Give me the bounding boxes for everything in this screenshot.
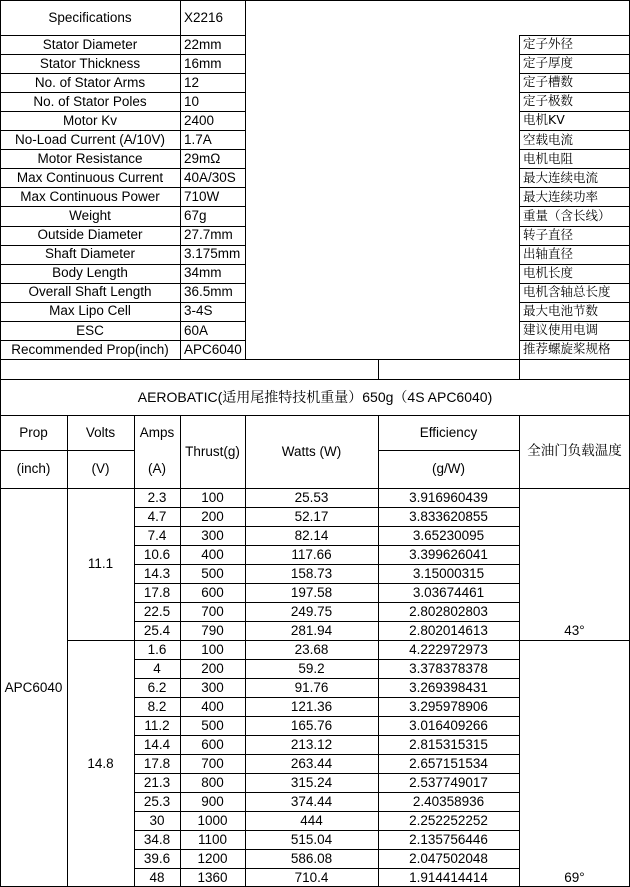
spec-value: 27.7mm (184, 227, 233, 243)
grid-line (134, 621, 520, 622)
spec-name-cn: 电机含轴总长度 (523, 283, 611, 299)
grid-line (519, 92, 630, 93)
spec-name-cn: 建议使用电调 (523, 322, 599, 338)
grid-line (134, 697, 520, 698)
amps-cell: 4 (153, 660, 161, 676)
spec-value: 67g (184, 208, 207, 224)
thrust-cell: 1200 (197, 850, 228, 866)
temperature-cell (519, 488, 630, 507)
amps-cell: 6.2 (147, 679, 167, 695)
watts-cell: 82.14 (294, 527, 329, 543)
thrust-cell: 400 (201, 698, 224, 714)
temperature-cell (519, 583, 630, 602)
amps-cell: 14.3 (143, 565, 171, 581)
grid-line (0, 226, 246, 227)
spec-name-cn: 电机KV (523, 112, 565, 128)
grid-line (0, 321, 246, 322)
temperature-cell (519, 716, 630, 735)
efficiency-cell: 3.295978906 (409, 698, 488, 714)
watts-cell: 374.44 (290, 793, 333, 809)
spec-value: 34mm (184, 265, 222, 281)
amps-cell: 48 (149, 869, 165, 885)
section-title: AEROBATIC(适用尾推特技机重量）650g（4S APC6040) (137, 389, 493, 405)
amps-cell: 34.8 (143, 831, 171, 847)
grid-line (0, 0, 1, 887)
grid-line (519, 130, 630, 131)
efficiency-cell: 3.399626041 (409, 546, 488, 562)
spec-value: 710W (184, 189, 220, 205)
grid-line (0, 264, 246, 265)
efficiency-cell: 2.40358936 (412, 793, 485, 809)
grid-line (134, 564, 520, 565)
spec-value: 22mm (184, 36, 222, 52)
amps-cell: 25.3 (143, 793, 171, 809)
spec-name-cn: 空载电流 (523, 131, 574, 147)
amps-cell: 17.8 (143, 755, 171, 771)
grid-line (519, 73, 630, 74)
temperature-cell (519, 735, 630, 754)
thrust-cell: 300 (201, 679, 224, 695)
efficiency-cell: 3.916960439 (409, 489, 488, 505)
efficiency-cell: 2.537749017 (409, 774, 488, 790)
efficiency-cell: 1.914414414 (409, 869, 488, 885)
grid-line (0, 0, 630, 1)
efficiency-cell: 2.047502048 (409, 850, 488, 866)
grid-line (0, 35, 246, 36)
spec-value: APC6040 (184, 341, 242, 357)
watts-cell: 165.76 (290, 717, 333, 733)
grid-line (0, 54, 246, 55)
spec-name: Recommended Prop(inch) (11, 341, 169, 357)
watts-cell: 52.17 (294, 508, 329, 524)
spec-name: No. of Stator Arms (34, 74, 146, 90)
grid-line (134, 415, 135, 887)
spec-name: Overall Shaft Length (28, 284, 152, 300)
grid-line (0, 283, 246, 284)
watts-cell: 213.12 (290, 736, 333, 752)
spec-name-cn: 转子直径 (523, 226, 574, 242)
spec-name: Motor Resistance (37, 151, 143, 167)
watts-cell: 25.53 (294, 489, 329, 505)
spec-name: Stator Thickness (39, 55, 141, 71)
spec-name: Motor Kv (62, 112, 117, 128)
grid-line (0, 111, 246, 112)
temperature-cell (519, 507, 630, 526)
amps-cell: 2.3 (147, 489, 167, 505)
spec-value: 40A/30S (184, 170, 236, 186)
grid-line (0, 379, 630, 380)
thrust-cell: 700 (201, 603, 224, 619)
spec-name-cn: 电机长度 (523, 264, 574, 280)
spec-name-cn: 最大连续功率 (523, 188, 599, 204)
grid-line (245, 415, 246, 887)
grid-line (0, 488, 630, 489)
spec-value: 2400 (184, 112, 215, 128)
grid-line (134, 868, 520, 869)
grid-line (134, 849, 520, 850)
grid-line (134, 602, 520, 603)
temperature-cell (519, 773, 630, 792)
amps-cell: 10.6 (143, 546, 171, 562)
thrust-cell: 400 (201, 546, 224, 562)
grid-line (519, 35, 520, 380)
spec-name: ESC (76, 322, 104, 338)
efficiency-cell: 2.802014613 (409, 622, 488, 638)
watts-cell: 91.76 (294, 679, 329, 695)
temperature-cell (519, 640, 630, 659)
spec-value: 36.5mm (184, 284, 233, 300)
col-temperature-header: 全油门负载温度 (527, 442, 622, 459)
spec-name-cn: 重量（含长线） (523, 207, 611, 223)
grid-line (0, 130, 246, 131)
grid-line (134, 792, 520, 793)
temperature-cell (519, 697, 630, 716)
temperature-cell (519, 830, 630, 849)
watts-cell: 263.44 (290, 755, 333, 771)
efficiency-cell: 2.657151534 (409, 755, 488, 771)
grid-line (134, 507, 520, 508)
efficiency-cell: 3.016409266 (409, 717, 488, 733)
grid-line (134, 811, 520, 812)
thrust-cell: 100 (201, 641, 224, 657)
temperature-cell (519, 811, 630, 830)
grid-line (519, 54, 630, 55)
grid-line (519, 302, 630, 303)
amps-cell: 7.4 (147, 527, 167, 543)
grid-line (180, 415, 181, 887)
efficiency-cell: 2.802802803 (409, 603, 488, 619)
thrust-cell: 200 (201, 508, 224, 524)
thrust-cell: 600 (201, 584, 224, 600)
grid-line (134, 773, 520, 774)
temperature-cell (519, 659, 630, 678)
grid-line (519, 283, 630, 284)
efficiency-cell: 3.269398431 (409, 679, 488, 695)
spec-name-cn: 电机电阻 (523, 150, 574, 166)
grid-line (0, 302, 246, 303)
temperature-cell (519, 754, 630, 773)
watts-cell: 121.36 (290, 698, 333, 714)
spec-name-cn: 推荐螺旋桨规格 (523, 341, 611, 357)
col-amps-unit: (A) (148, 461, 166, 477)
watts-cell: 158.73 (290, 565, 333, 581)
grid-line (67, 640, 630, 641)
temperature-cell (519, 526, 630, 545)
spec-value: 12 (184, 74, 200, 90)
spec-value: 3.175mm (184, 246, 241, 262)
grid-line (378, 450, 520, 451)
grid-line (0, 92, 246, 93)
specifications-label: Specifications (48, 9, 132, 25)
amps-cell: 8.2 (147, 698, 167, 714)
grid-line (134, 735, 520, 736)
col-efficiency-header: Efficiency (419, 424, 478, 440)
temperature-cell (519, 602, 630, 621)
thrust-cell: 1360 (197, 869, 228, 885)
spec-name: No. of Stator Poles (33, 93, 147, 109)
spec-name: Max Continuous Power (20, 189, 160, 205)
temperature-cell (519, 545, 630, 564)
grid-line (134, 830, 520, 831)
watts-cell: 23.68 (294, 641, 329, 657)
watts-cell: 444 (300, 812, 323, 828)
col-thrust-header: Thrust(g) (185, 443, 240, 459)
spec-name-cn: 最大电池节数 (523, 302, 599, 318)
temperature-cell (519, 678, 630, 697)
efficiency-cell: 3.15000315 (412, 565, 485, 581)
grid-line (519, 415, 520, 887)
grid-line (519, 245, 630, 246)
grid-line (67, 415, 68, 887)
amps-cell: 4.7 (147, 508, 167, 524)
spec-name: Shaft Diameter (44, 246, 136, 262)
temperature-cell: 69° (564, 869, 585, 885)
spec-value: 3-4S (184, 303, 213, 319)
spec-name-cn: 定子极数 (523, 93, 574, 109)
temperature-cell (519, 792, 630, 811)
spec-name: Weight (69, 208, 111, 224)
grid-line (0, 149, 246, 150)
grid-line (378, 359, 379, 380)
efficiency-cell: 2.252252252 (409, 812, 488, 828)
grid-line (180, 0, 181, 360)
col-efficiency-unit: (g/W) (432, 461, 465, 477)
efficiency-cell: 3.833620855 (409, 508, 488, 524)
grid-line (0, 415, 630, 416)
prop-name: APC6040 (4, 679, 63, 695)
watts-cell: 197.58 (290, 584, 333, 600)
thrust-cell: 900 (201, 793, 224, 809)
spec-name: Body Length (52, 265, 128, 281)
temperature-cell (519, 564, 630, 583)
grid-line (134, 583, 520, 584)
watts-cell: 586.08 (290, 850, 333, 866)
spec-value: 10 (184, 93, 200, 109)
spec-name: Outside Diameter (37, 227, 143, 243)
thrust-cell: 600 (201, 736, 224, 752)
grid-line (0, 168, 246, 169)
spec-value: 60A (184, 322, 209, 338)
col-prop-unit: (inch) (16, 461, 51, 477)
grid-line (134, 545, 520, 546)
grid-line (519, 226, 630, 227)
spec-name-cn: 出轴直径 (523, 245, 574, 261)
col-amps-header: Amps (139, 424, 175, 440)
thrust-cell: 790 (201, 622, 224, 638)
amps-cell: 17.8 (143, 584, 171, 600)
grid-line (378, 415, 379, 887)
temperature-cell: 43° (564, 622, 585, 638)
grid-line (134, 754, 520, 755)
grid-line (134, 716, 520, 717)
volts-group-2: 14.8 (87, 755, 114, 771)
spec-name-cn: 定子厚度 (523, 55, 574, 71)
grid-line (245, 0, 246, 360)
grid-line (519, 168, 630, 169)
grid-line (134, 526, 520, 527)
grid-line (519, 321, 630, 322)
grid-line (0, 245, 246, 246)
watts-cell: 281.94 (290, 622, 333, 638)
grid-line (519, 187, 630, 188)
grid-line (519, 206, 630, 207)
amps-cell: 30 (149, 812, 165, 828)
amps-cell: 1.6 (147, 641, 167, 657)
watts-cell: 710.4 (294, 869, 329, 885)
efficiency-cell: 3.65230095 (412, 527, 485, 543)
thrust-cell: 800 (201, 774, 224, 790)
grid-line (0, 187, 246, 188)
efficiency-cell: 2.135756446 (409, 831, 488, 847)
grid-line (134, 659, 520, 660)
col-volts-unit: (V) (91, 461, 110, 477)
spec-name: Max Continuous Current (16, 170, 164, 186)
spec-name-cn: 定子槽数 (523, 74, 574, 90)
spec-name: Stator Diameter (42, 36, 138, 52)
grid-line (519, 35, 630, 36)
model-number: X2216 (184, 9, 224, 25)
thrust-cell: 500 (201, 717, 224, 733)
amps-cell: 21.3 (143, 774, 171, 790)
watts-cell: 59.2 (298, 660, 325, 676)
amps-cell: 39.6 (143, 850, 171, 866)
watts-cell: 117.66 (291, 546, 332, 562)
amps-cell: 22.5 (143, 603, 171, 619)
col-volts-header: Volts (85, 424, 116, 440)
spec-value: 29mΩ (184, 151, 221, 167)
spec-value: 16mm (184, 55, 222, 71)
grid-line (0, 73, 246, 74)
grid-line (519, 149, 630, 150)
efficiency-cell: 3.378378378 (409, 660, 488, 676)
spec-value: 1.7A (184, 132, 212, 148)
efficiency-cell: 3.03674461 (412, 584, 485, 600)
thrust-cell: 300 (201, 527, 224, 543)
grid-line (0, 206, 246, 207)
grid-line (519, 264, 630, 265)
thrust-cell: 1000 (197, 812, 228, 828)
volts-group-1: 11.1 (87, 556, 114, 572)
thrust-cell: 100 (201, 489, 224, 505)
amps-cell: 11.2 (144, 717, 170, 733)
grid-line (0, 340, 246, 341)
watts-cell: 515.04 (290, 831, 333, 847)
efficiency-cell: 2.815315315 (409, 736, 488, 752)
efficiency-cell: 4.222972973 (409, 641, 488, 657)
thrust-cell: 700 (201, 755, 224, 771)
spec-name: No-Load Current (A/10V) (14, 132, 166, 148)
spec-name-cn: 定子外径 (523, 36, 574, 52)
spec-name-cn: 最大连续电流 (523, 169, 599, 185)
amps-cell: 14.4 (143, 736, 171, 752)
thrust-cell: 200 (201, 660, 224, 676)
temperature-cell (519, 849, 630, 868)
grid-line (519, 340, 630, 341)
grid-line (134, 678, 520, 679)
watts-cell: 249.75 (290, 603, 333, 619)
watts-cell: 315.24 (290, 774, 333, 790)
amps-cell: 25.4 (143, 622, 171, 638)
grid-line (0, 359, 630, 360)
thrust-cell: 500 (201, 565, 224, 581)
spec-name: Max Lipo Cell (49, 303, 131, 319)
thrust-cell: 1100 (197, 831, 228, 847)
col-watts-header: Watts (W) (281, 443, 342, 459)
col-prop-header: Prop (19, 424, 48, 440)
grid-line (519, 111, 630, 112)
